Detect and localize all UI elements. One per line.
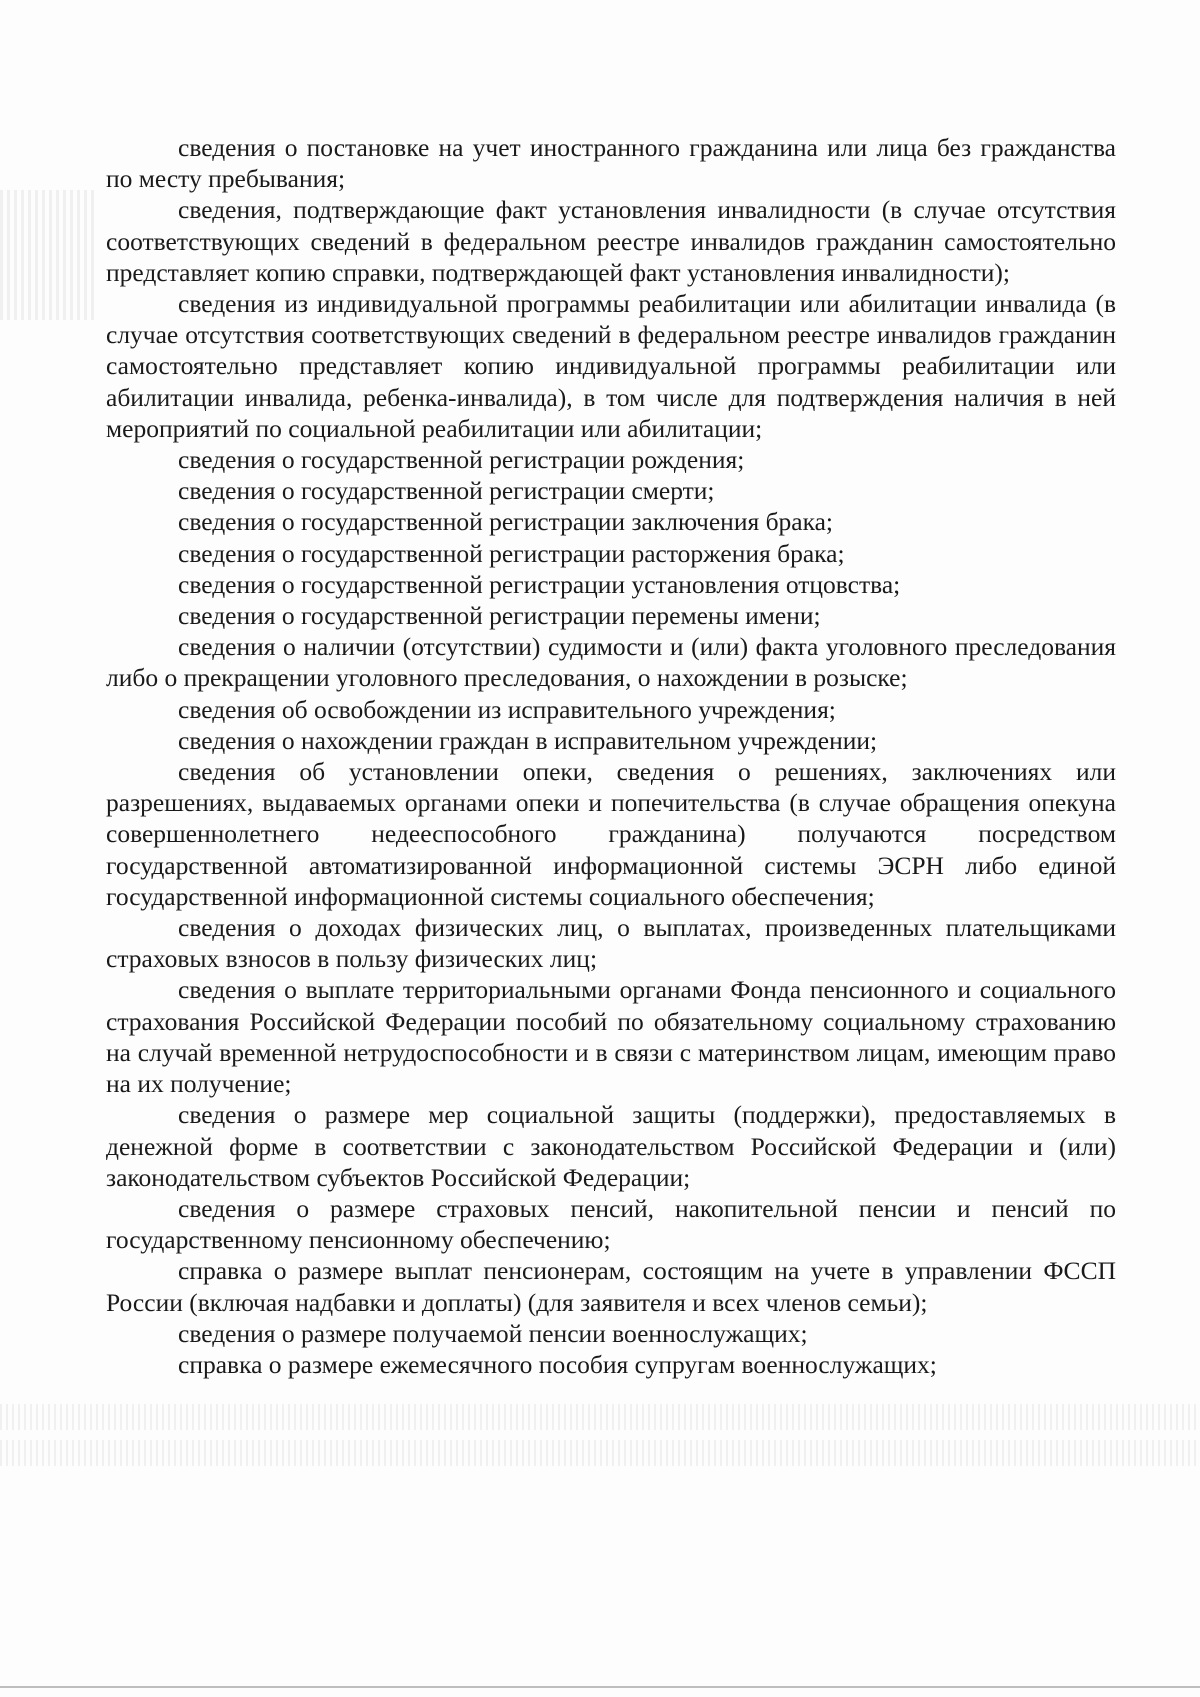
paragraph: сведения об освобождении из исправительного учреждения; [178,694,836,724]
paragraph: сведения о государственной регистрации заключения брака; [178,507,834,537]
scan-artifact-band [0,1404,1200,1430]
paragraph: сведения о государственной регистрации перемены имени; [178,601,821,631]
paragraph: сведения о постановке на учет иностранного гражданина или лица без гражданства по месту пребывания; [106,133,1116,194]
paragraph: сведения о размере получаемой пенсии военнослужащих; [178,1318,808,1348]
paragraph: сведения о государственной регистрации установления отцовства; [178,569,901,599]
paragraph: сведения из индивидуальной программы реабилитации или абилитации инвалида (в случае отсутствия соответствующих сведений в федеральном реестре инвалидов гражданин самостоятельно представляет копию индивидуальной программы реабилитации или абилитации инвалида, ребенка-инвалида), в том числе для подтверждения наличия в ней мероприятий по социальной реабилитации или абилитации; [106,289,1116,443]
document-body [106,132,1116,1380]
paragraph: сведения об установлении опеки, сведения о решениях, заключениях или разрешениях, выдаваемых органами опеки и попечительства (в случае обращения опекуна совершеннолетнего недееспособного гражданина) получаются посредством государственной автоматизированной информационной системы ЭСРН либо единой государственной информационной системы социального обеспечения; [106,757,1116,911]
paragraph: сведения о размере мер социальной защиты (поддержки), предоставляемых в денежной форме в соответствии с законодательством Российской Федерации и (или) законодательством субъектов Российской Федерации; [106,1100,1116,1192]
paragraph: сведения о наличии (отсутствии) судимости и (или) факта уголовного преследования либо о прекращении уголовного преследования, о нахождении в розыске; [106,632,1116,693]
paragraph: сведения о выплате территориальными органами Фонда пенсионного и социального страхования Российской Федерации пособий по обязательному социальному страхованию на случай временной нетрудоспособности и в связи с материнством лицам, имеющим право на их получение; [106,975,1116,1099]
paragraph: сведения о государственной регистрации рождения; [178,445,745,475]
paragraph: сведения, подтверждающие факт установления инвалидности (в случае отсутствия соответствующих сведений в федеральном реестре инвалидов гражданин самостоятельно представляет копию справки, подтверждающей факт установления инвалидности); [106,195,1116,287]
paragraph: сведения о государственной регистрации смерти; [178,476,715,506]
scan-artifact-left [0,190,95,320]
paragraph: сведения о доходах физических лиц, о выплатах, произведенных плательщиками страховых взносов в пользу физических лиц; [106,913,1116,974]
paragraph: сведения о государственной регистрации расторжения брака; [178,538,845,568]
scan-artifact-band [0,1440,1200,1466]
paragraph: сведения о нахождении граждан в исправительном учреждении; [178,725,878,755]
paragraph: справка о размере выплат пенсионерам, состоящим на учете в управлении ФССП России (включая надбавки и доплаты) (для заявителя и всех членов семьи); [106,1256,1116,1317]
bottom-edge-line [0,1686,1200,1688]
paragraph: справка о размере ежемесячного пособия супругам военнослужащих; [178,1349,937,1379]
paragraph: сведения о размере страховых пенсий, накопительной пенсии и пенсий по государственному пенсионному обеспечению; [106,1193,1116,1255]
